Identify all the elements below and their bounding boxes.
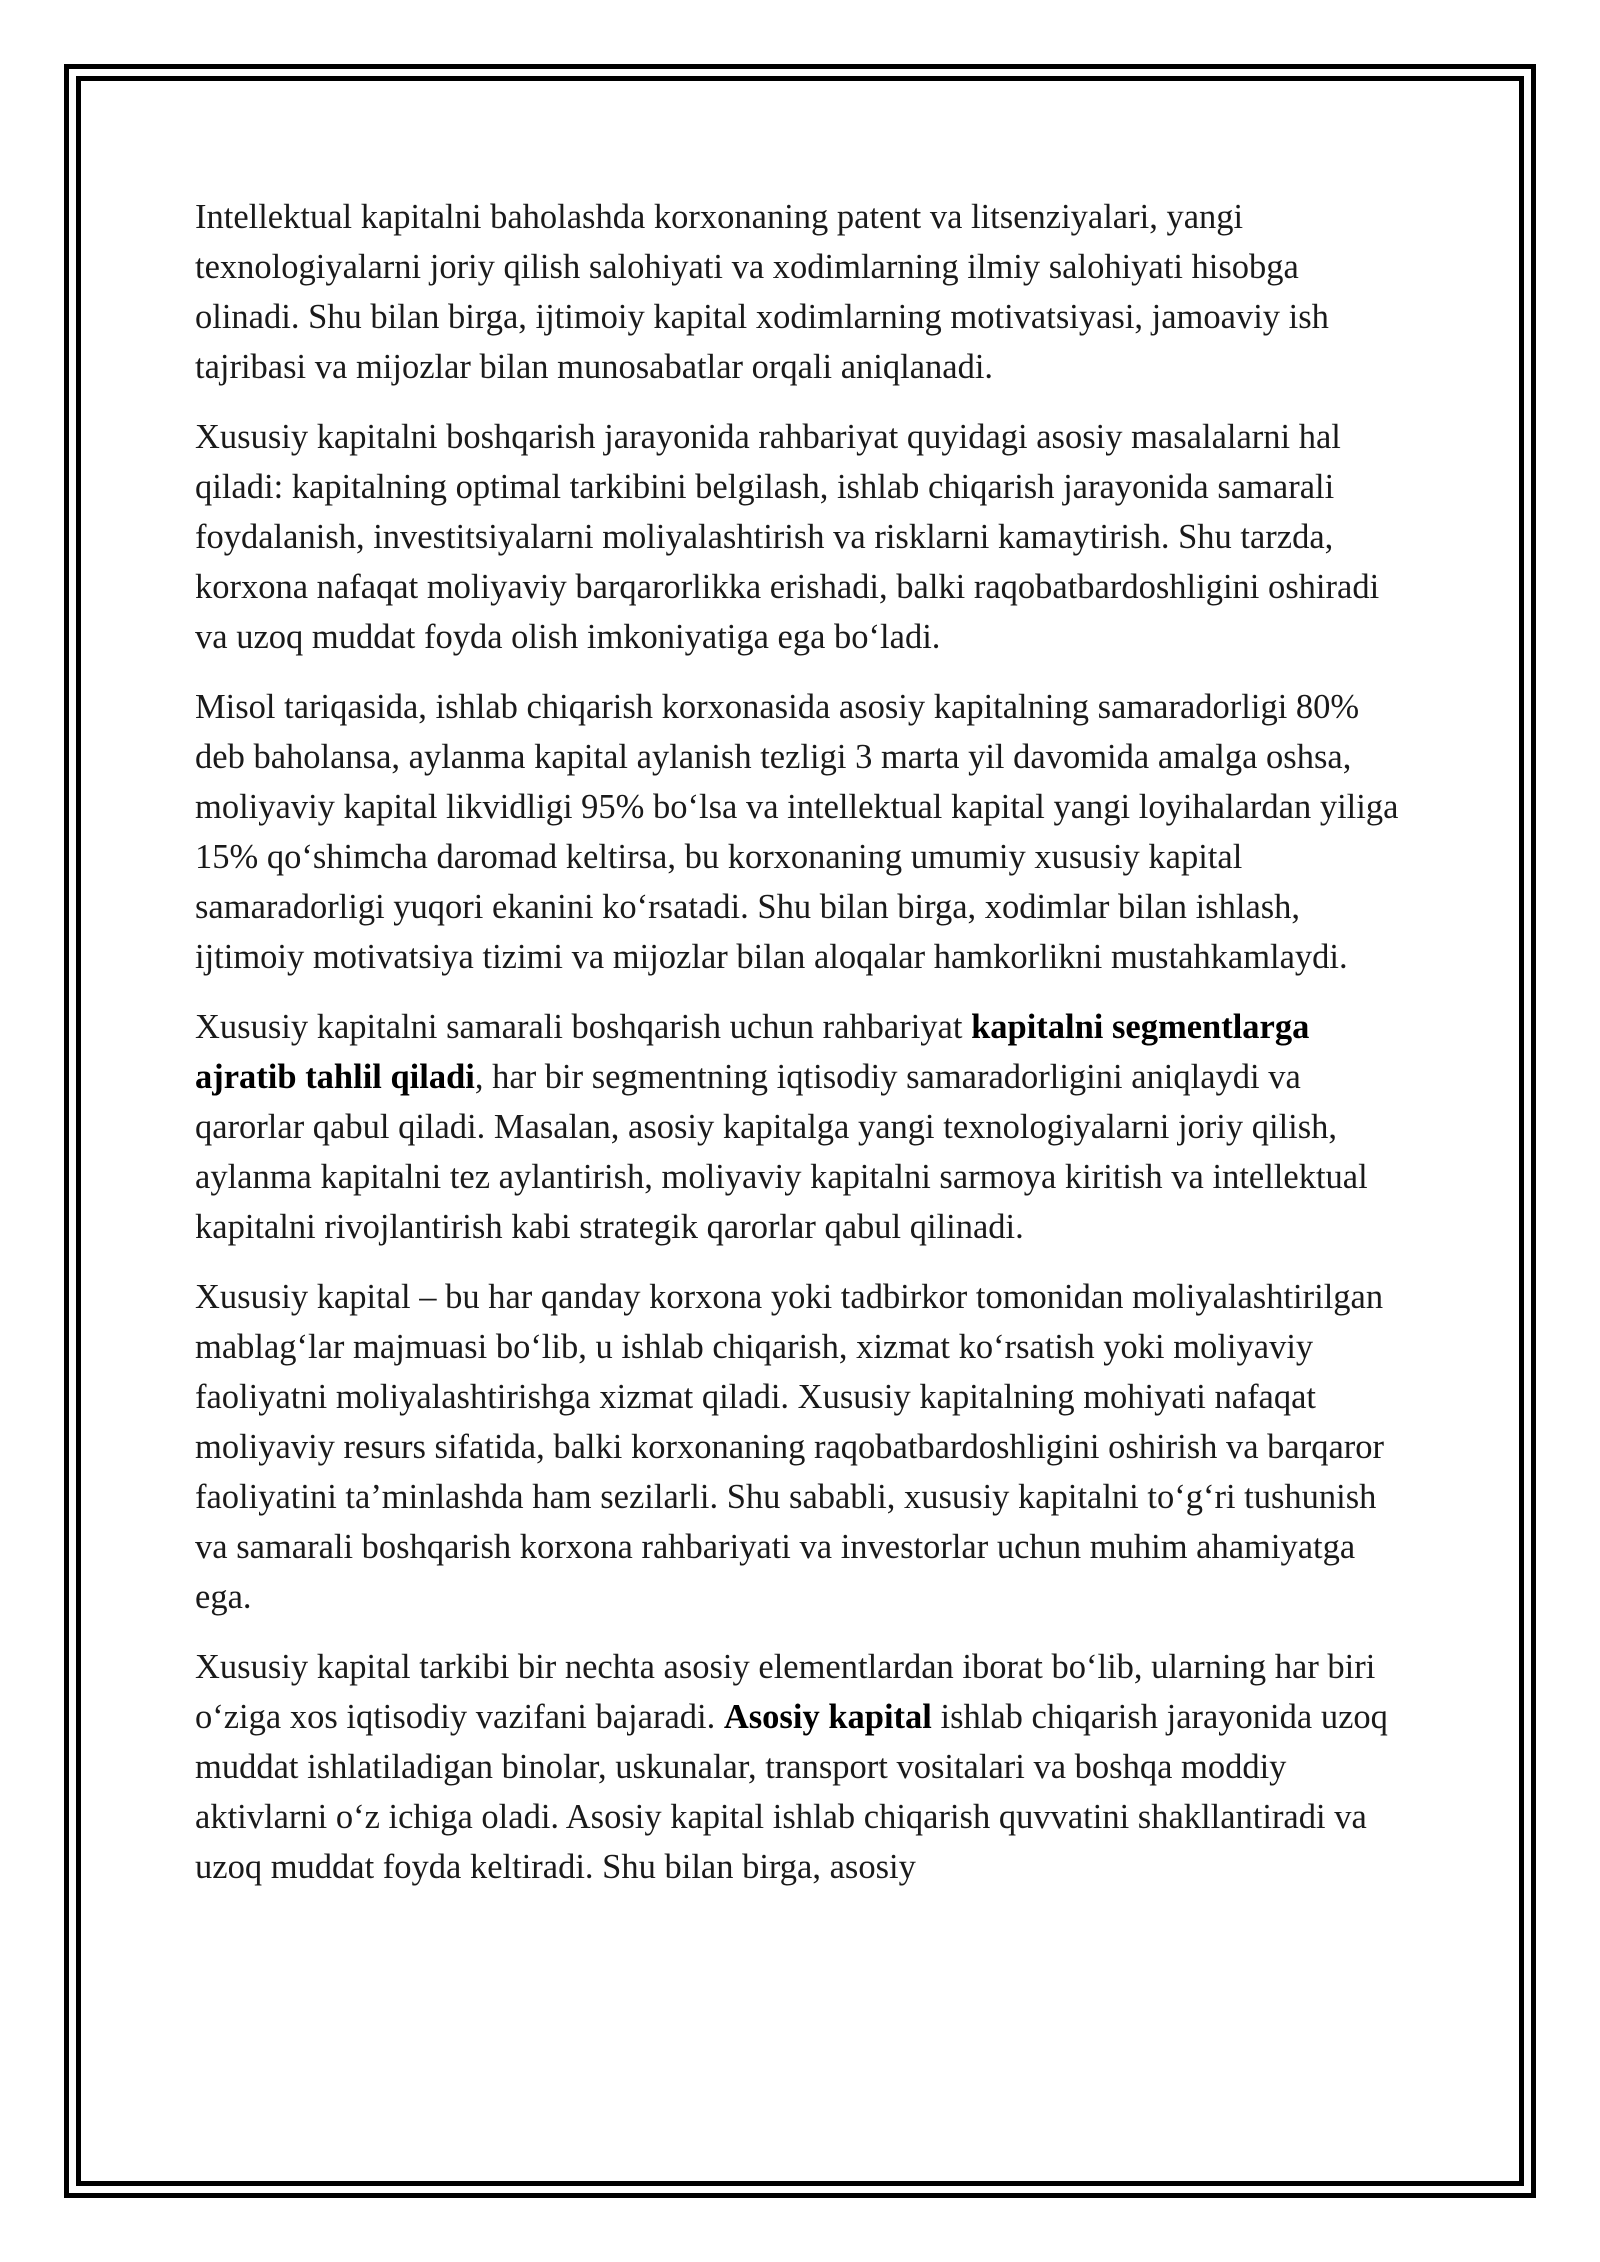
document-body (195, 192, 1410, 1912)
paragraph-capital-structure (195, 1642, 1410, 1892)
paragraph-text-before: Xususiy kapital tarkibi bir nechta asosiy elementlardan iborat bo‘lib, ularning har biri o‘ziga xos iqtisodiy vazifani bajaradi. (195, 1648, 1376, 1736)
bold-phrase-segment-analysis: kapitalni segmentlarga ajratib tahlil qiladi (195, 1008, 1310, 1096)
paragraph-intellectual-capital: Intellektual kapitalni baholashda korxonaning patent va litsenziyalari, yangi texnologiyalarni joriy qilish salohiyati va xodimlarning ilmiy salohiyati hisobga olinadi. Shu bilan birga, ijtimoiy kapital xodimlarning motivatsiyasi, jamoaviy ish tajribasi va mijozlar bilan munosabatlar orqali aniqlanadi. (195, 198, 1329, 386)
paragraph-text-before: Xususiy kapitalni samarali boshqarish uchun rahbariyat (195, 1008, 972, 1046)
paragraph-text-after: ishlab chiqarish jarayonida uzoq muddat ishlatiladigan binolar, uskunalar, transport vositalari va boshqa moddiy aktivlarni o‘z ichiga oladi. Asosiy kapital ishlab chiqarish quvvatini shakllantiradi va uzoq muddat foyda keltiradi. Shu bilan birga, asosiy (195, 1698, 1388, 1886)
bold-phrase-fixed-capital: Asosiy kapital (723, 1698, 932, 1736)
paragraph-text-after: , har bir segmentning iqtisodiy samaradorligini aniqlaydi va qarorlar qabul qiladi. Masalan, asosiy kapitalga yangi texnologiyalarni joriy qilish, aylanma kapitalni tez aylantirish, moliyaviy kapitalni sarmoya kiritish va intellektual kapitalni rivojlantirish kabi strategik qarorlar qabul qilinadi. (195, 1058, 1368, 1246)
paragraph-private-capital-definition: Xususiy kapital – bu har qanday korxona yoki tadbirkor tomonidan moliyalashtirilgan mablag‘lar majmuasi bo‘lib, u ishlab chiqarish, xizmat ko‘rsatish yoki moliyaviy faoliyatni moliyalashtirishga xizmat qiladi. Xususiy kapitalning mohiyati nafaqat moliyaviy resurs sifatida, balki korxonaning raqobatbardoshligini oshirish va barqaror faoliyatini ta’minlashda ham sezilarli. Shu sababli, xususiy kapitalni to‘g‘ri tushunish va samarali boshqarish korxona rahbariyati va investorlar uchun muhim ahamiyatga ega. (195, 1278, 1385, 1616)
paragraph-example: Misol tariqasida, ishlab chiqarish korxonasida asosiy kapitalning samaradorligi 80% deb baholansa, aylanma kapital aylanish tezligi 3 marta yil davomida amalga oshsa, moliyaviy kapital likvidligi 95% bo‘lsa va intellektual kapital yangi loyihalardan yiliga 15% qo‘shimcha daromad keltirsa, bu korxonaning umumiy xususiy kapital samaradorligi yuqori ekanini ko‘rsatadi. Shu bilan birga, xodimlar bilan ishlash, ijtimoiy motivatsiya tizimi va mijozlar bilan aloqalar hamkorlikni mustahkamlaydi. (195, 688, 1399, 976)
paragraph-segment-analysis (195, 1002, 1410, 1252)
paragraph-capital-management: Xususiy kapitalni boshqarish jarayonida rahbariyat quyidagi asosiy masalalarni hal qiladi: kapitalning optimal tarkibini belgilash, ishlab chiqarish jarayonida samarali foydalanish, investitsiyalarni moliyalashtirish va risklarni kamaytirish. Shu tarzda, korxona nafaqat moliyaviy barqarorlikka erishadi, balki raqobatbardoshligini oshiradi va uzoq muddat foyda olish imkoniyatiga ega bo‘ladi. (195, 418, 1380, 656)
